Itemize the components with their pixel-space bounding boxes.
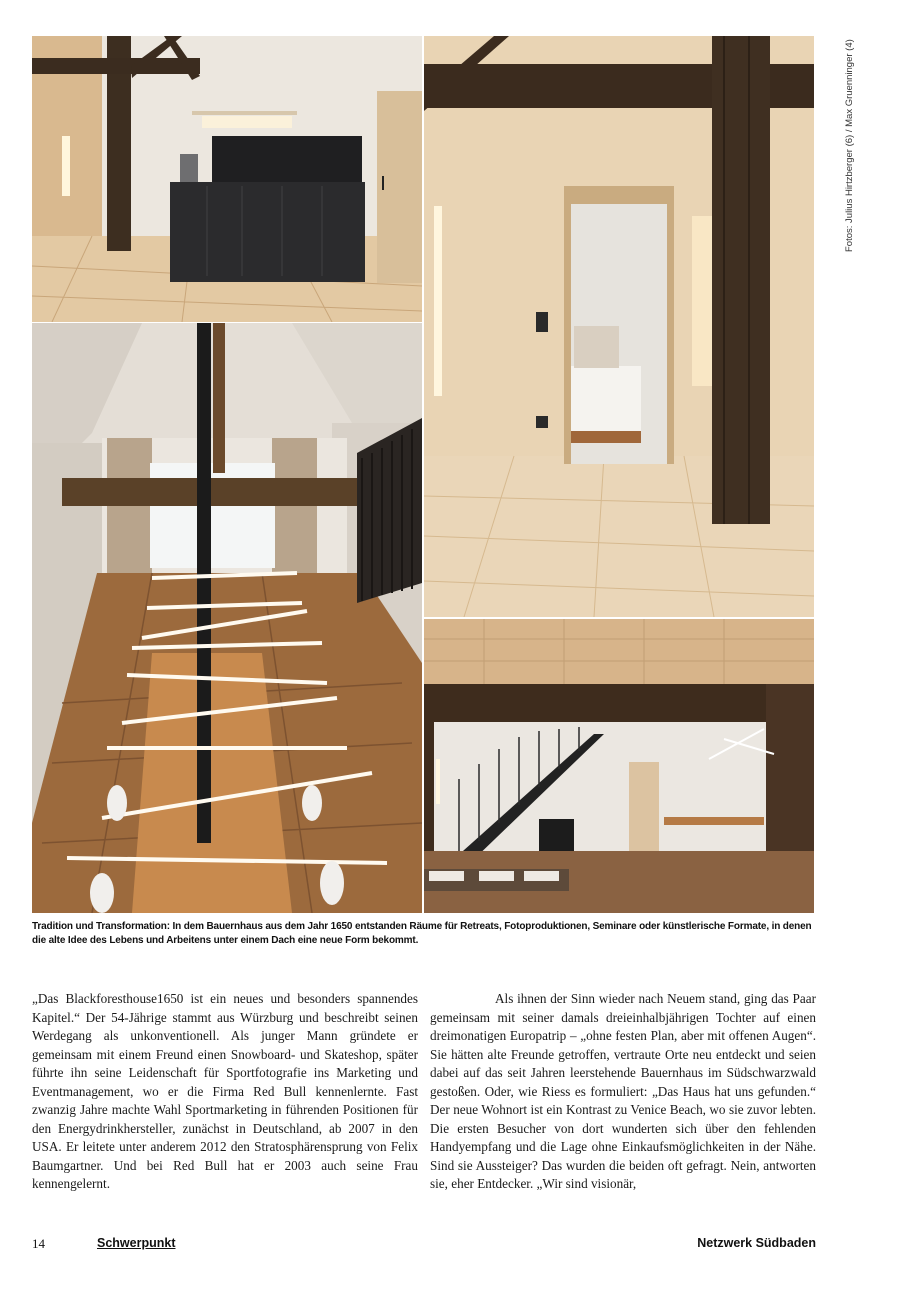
article-column-left — [32, 990, 418, 1194]
dining-light-photo — [32, 323, 422, 913]
article-paragraph: Als ihnen der Sinn wieder nach Neuem stand, ging das Paar gemeinsam mit seiner damals dreieinhalbjährigen Tochter auf einen dreimonatigen Europatrip – „ohne festen Plan, aber mit offenen Augen“. Sie hätten alte Freunde getroffen, vertraute Orte neu entdeckt und seien dabei auf das seit Jahren leerstehende Bauernhaus im Südschwarzwald gestoßen. Oder, wie Riess es formuliert: „Das Haus hat uns gefunden.“ Der neue Wohnort ist ein Kontrast zu Venice Beach, wo sie zuvor lebten. Die ersten Besucher von dort wunderten sich über den fehlenden Handyempfang und die Lage ohne Einkaufsmöglichkeiten in der Nähe. Sind sie Aussteiger? Das wurden die beiden oft gefragt. Nein, antworten sie, eher Entdecker. „Wir sind visionär, — [430, 991, 816, 1191]
article-paragraph: „Das Blackforesthouse1650 ist ein neues und besonders spannendes Kapitel.“ Der 54-Jährige stammt aus Würzburg und beschreibt seinen Werdegang als unkonventionell. Als junger Mann gründete er gemeinsam mit einem Freund einen Snowboard- und Skateshop, später führte ihn seine Leidenschaft für Sportfotografie ins Marketing und Eventmanagement, wo er die Firma Red Bull kennenlernte. Fast zwanzig Jahre machte Wahl Sportmarketing in führenden Positionen für den Energydrinkhersteller, zunächst in Deutschland, ab 2007 in den USA. Er leitete unter anderem 2012 den Stratosphärensprung von Felix Baumgartner. Und bei Red Bull hat er 2003 auch seine Frau kennengelernt. — [32, 991, 418, 1191]
living-room-photo — [424, 619, 814, 913]
page-number: 14 — [32, 1236, 45, 1251]
bedroom-door-photo — [424, 36, 814, 617]
photo-caption: Tradition und Transformation: In dem Bauernhaus aus dem Jahr 1650 entstanden Räume für Retreats, Fotoproduktionen, Seminare oder künstlerische Formate, in denen die alte Idee des Lebens und Arbeitens unter einem Dach eine neue Form bekommt. — [32, 921, 812, 946]
section-label: Schwerpunkt — [97, 1236, 176, 1250]
publication-name: Netzwerk Südbaden — [697, 1236, 816, 1250]
kitchen-photo — [32, 36, 422, 322]
photo-credit: Fotos: Julius Hirtzberger (6) / Max Gruenninger (4) — [844, 39, 855, 252]
article-column-right — [430, 990, 816, 1194]
